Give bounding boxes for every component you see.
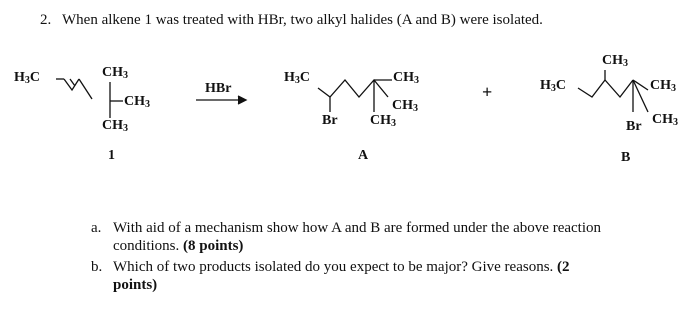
compound-1-bond-to-quaternary	[79, 79, 92, 99]
plus-sign: +	[482, 82, 493, 102]
part-a-body	[113, 219, 683, 255]
question-prompt: When alkene 1 was treated with HBr, two alkyl halides (A and B) were isolated.	[62, 12, 543, 28]
part-b-line2	[113, 276, 683, 294]
compound-a-ch3-top: $CH_3$	[393, 70, 419, 86]
compound-b-ch3-top: $CH_3$	[602, 53, 628, 69]
reaction-arrow-head	[238, 96, 246, 104]
part-a-points: (8 points)	[183, 238, 244, 254]
compound-1-double-bond-inner	[70, 79, 75, 86]
part-a	[91, 219, 681, 259]
compound-a-h3c: $H_3C$	[284, 70, 311, 86]
compound-b-br: Br	[626, 119, 642, 134]
compound-1-h3c: $H_3C$	[14, 70, 41, 86]
compound-1-label: 1	[108, 148, 115, 163]
part-b-line1: Which of two products isolated do you expect to be major? Give reasons. (2	[113, 259, 570, 275]
question-number: 2.	[40, 12, 52, 28]
part-a-letter: a.	[91, 220, 102, 236]
part-a-line1: With aid of a mechanism show how A and B are formed under the above reaction	[113, 220, 601, 236]
compound-a-label: A	[358, 148, 369, 163]
compound-1-right-methyl: $CH_3$	[124, 94, 150, 110]
part-b-points-start: (2	[557, 259, 570, 275]
part-b	[91, 258, 681, 298]
part-b-letter: b.	[91, 259, 103, 275]
compound-a-ch3-bottom: $CH_3$	[370, 113, 396, 129]
part-b-body	[113, 258, 683, 294]
part-b-points-end: points)	[113, 277, 158, 293]
compound-a-br: Br	[322, 113, 338, 128]
compound-b-label: B	[621, 150, 631, 165]
compound-b-ch3-right2: $CH_3$	[652, 112, 678, 128]
compound-b-h3c: $H_3C$	[540, 78, 567, 94]
compound-b-skeleton	[578, 80, 633, 97]
compound-1-bottom-methyl: $CH_3$	[102, 118, 128, 134]
compound-a-skeleton	[318, 80, 388, 97]
compound-b-ch3-right: $CH_3$	[650, 78, 676, 94]
part-a-line2: conditions. (8 points)	[113, 238, 244, 254]
compound-a-ch3-right: $CH_3$	[392, 98, 418, 114]
reagent-label: HBr	[205, 81, 232, 96]
compound-1-top-methyl: $CH_3$	[102, 65, 128, 81]
